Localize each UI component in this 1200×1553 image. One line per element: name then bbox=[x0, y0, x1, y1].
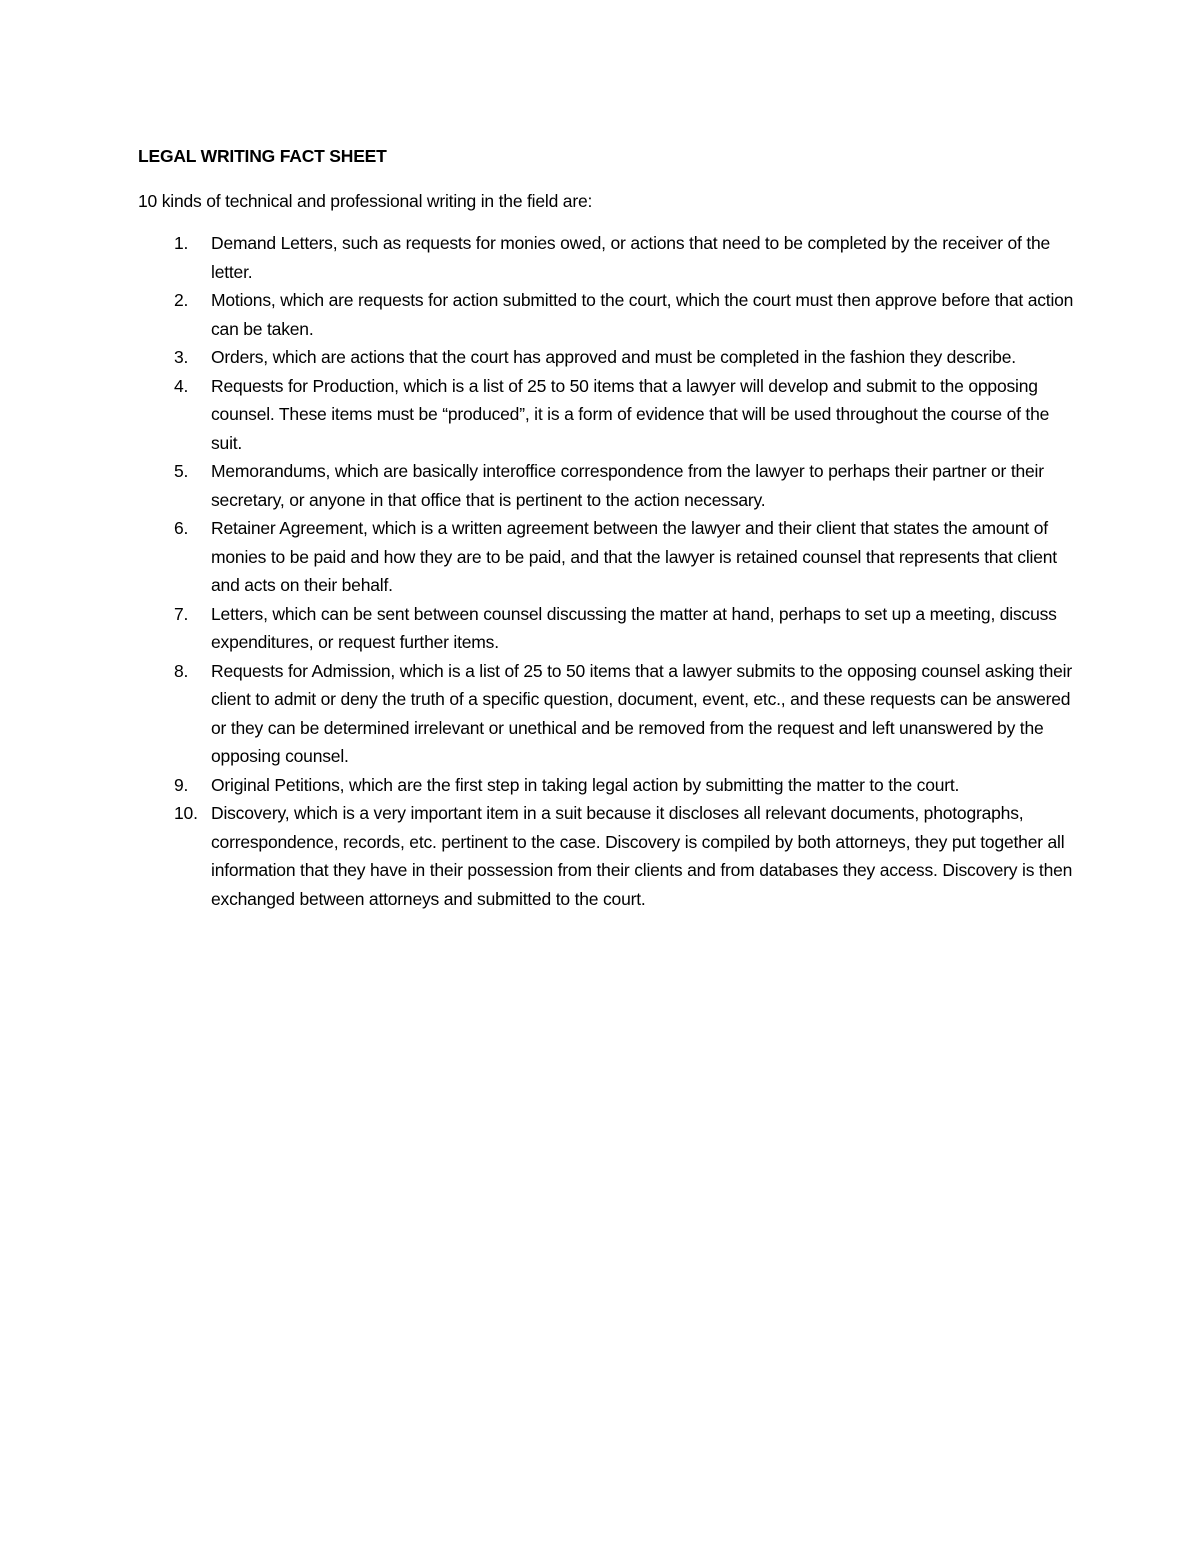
list-item bbox=[138, 372, 1078, 458]
list-item-number: 10. bbox=[174, 803, 198, 823]
list-item-number: 1. bbox=[174, 233, 189, 253]
list-item bbox=[138, 286, 1078, 343]
list-item-number: 6. bbox=[174, 518, 189, 538]
list-item-text: Orders, which are actions that the court has approved and must be completed in the fashion they describe. bbox=[211, 347, 1016, 367]
list-item-text: Original Petitions, which are the first step in taking legal action by submitting the matter to the court. bbox=[211, 774, 960, 795]
list-item bbox=[138, 514, 1078, 600]
list-item-text: Retainer Agreement, which is a written agreement between the lawyer and their client that states the amount of monies to be paid and how they are to be paid, and that the lawyer is retained counsel that represents that client and acts on their behalf. bbox=[211, 518, 1057, 595]
list-item bbox=[138, 799, 1078, 913]
list-item bbox=[138, 343, 1078, 372]
list-item-text: Requests for Production, which is a list of 25 to 50 items that a lawyer will develop and submit to the opposing counsel. These items must be “produced”, it is a form of evidence that will be used throughout the course of the suit. bbox=[211, 375, 1050, 453]
list-item-number: 3. bbox=[174, 347, 189, 367]
page-title: LEGAL WRITING FACT SHEET bbox=[138, 146, 387, 166]
list-item bbox=[138, 229, 1078, 286]
list-item bbox=[138, 600, 1078, 657]
writing-types-list bbox=[138, 229, 1078, 913]
list-item bbox=[138, 657, 1078, 771]
list-item-number: 5. bbox=[174, 461, 189, 481]
list-item-number: 8. bbox=[174, 660, 189, 681]
list-item-text: Letters, which can be sent between counsel discussing the matter at hand, perhaps to set up a meeting, discuss expenditures, or request further items. bbox=[211, 603, 1057, 652]
list-item-number: 7. bbox=[174, 603, 189, 624]
list-item-number: 9. bbox=[174, 774, 189, 795]
list-item-text: Demand Letters, such as requests for monies owed, or actions that need to be completed by the receiver of the letter. bbox=[211, 233, 1051, 282]
list-item-text: Requests for Admission, which is a list of 25 to 50 items that a lawyer submits to the opposing counsel asking their client to admit or deny the truth of a specific question, document, event, etc., and these requests can be answered or they can be determined irrelevant or unethical and be removed from the request and left unanswered by the opposing counsel. bbox=[211, 660, 1072, 766]
list-item bbox=[138, 457, 1078, 514]
list-item-text: Memorandums, which are basically interoffice correspondence from the lawyer to perhaps their partner or their secretary, or anyone in that office that is pertinent to the action necessary. bbox=[211, 461, 1044, 510]
list-item-number: 2. bbox=[174, 290, 189, 310]
list-item-text: Discovery, which is a very important item in a suit because it discloses all relevant documents, photographs, correspondence, records, etc. pertinent to the case. Discovery is compiled by both attorneys, they put together all information that they have in their possession from their clients and from databases they access. Discovery is then exchanged between attorneys and submitted to the court. bbox=[211, 803, 1073, 909]
list-item bbox=[138, 771, 1078, 800]
intro-text: 10 kinds of technical and professional writing in the field are: bbox=[138, 191, 593, 211]
list-item-text: Motions, which are requests for action submitted to the court, which the court must then approve before that action can be taken. bbox=[211, 290, 1074, 339]
list-item-number: 4. bbox=[174, 375, 189, 396]
